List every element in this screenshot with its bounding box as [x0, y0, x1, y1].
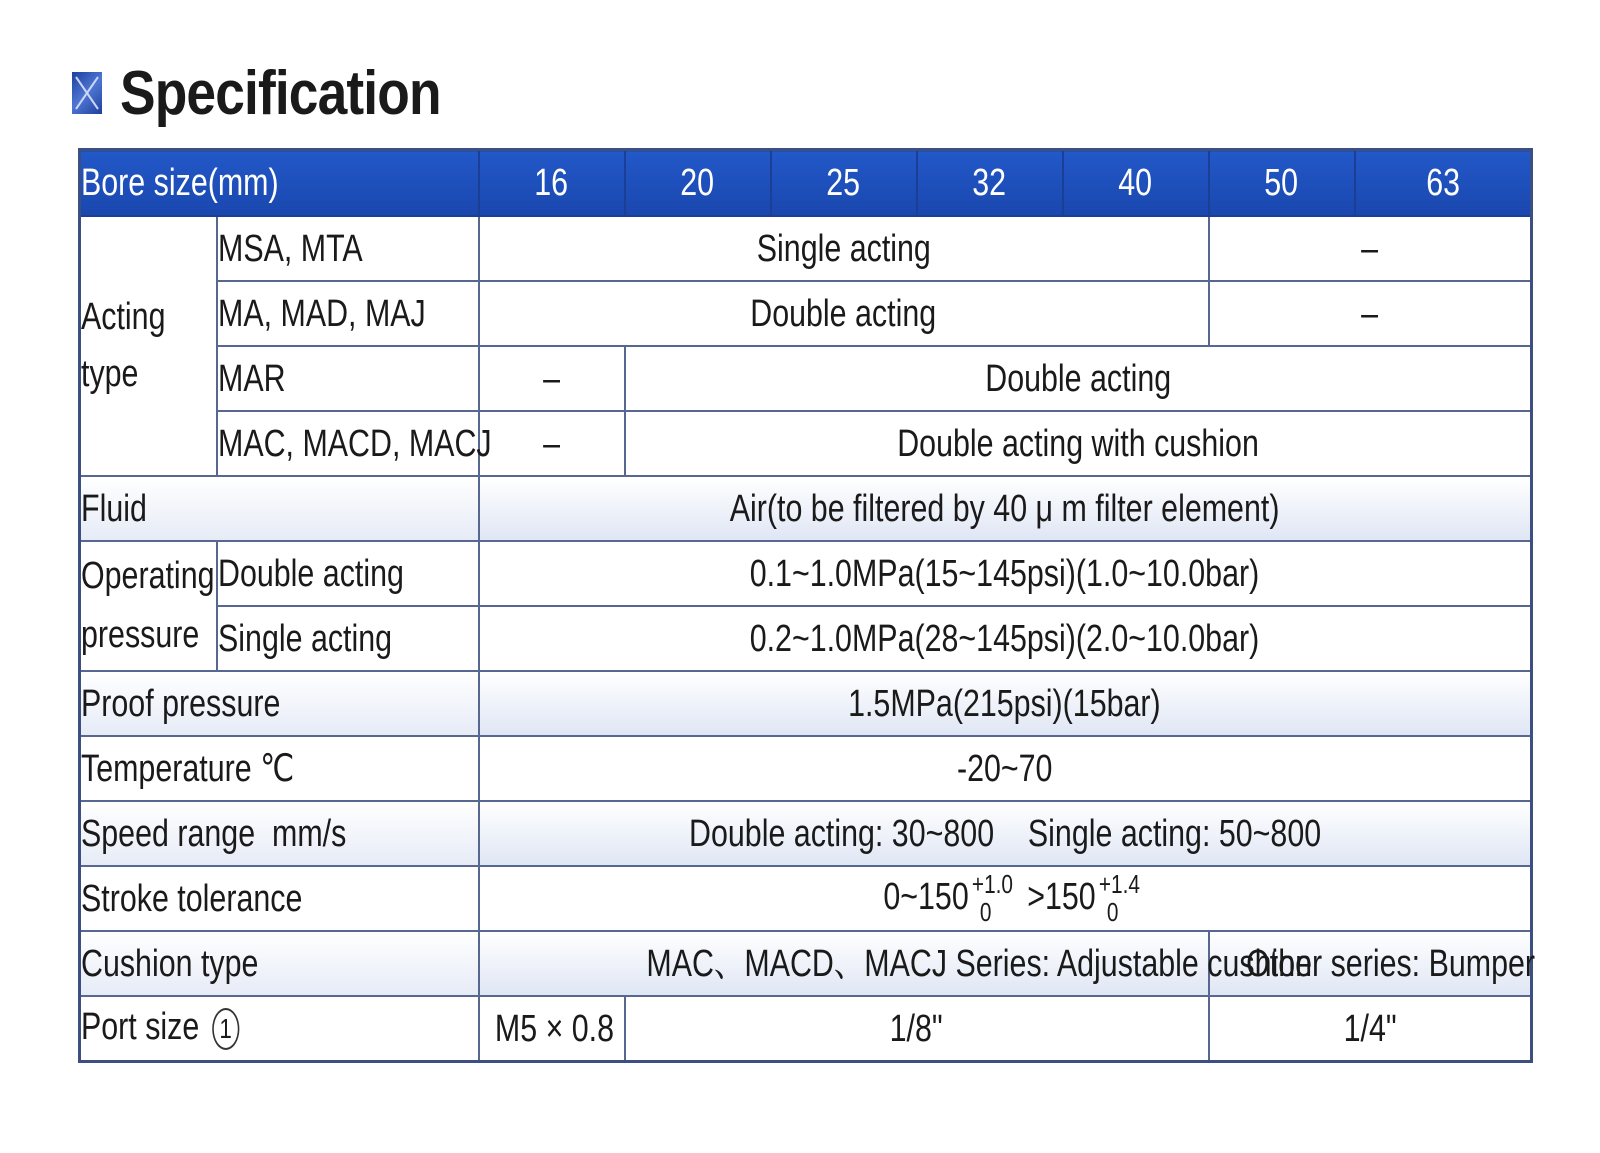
proof-pressure-label: Proof pressure: [80, 671, 479, 736]
page-title: Specification: [120, 58, 441, 128]
op-sub-double: Double acting: [217, 541, 479, 606]
table-row: [80, 281, 1532, 346]
cushion-type-adjustable: MAC、MACD、MACJ Series: Adjustable cushion: [479, 931, 1209, 996]
acting-value-na: –: [479, 411, 625, 476]
acting-value: Single acting: [479, 216, 1209, 281]
fluid-value: Air(to be filtered by 40 μ m filter element): [479, 476, 1532, 541]
table-row: [80, 541, 1532, 606]
bore-size-32: 32: [917, 150, 1063, 217]
op-sub-single: Single acting: [217, 606, 479, 671]
op-value-single: 0.2~1.0MPa(28~145psi)(2.0~10.0bar): [479, 606, 1532, 671]
table-row: [80, 216, 1532, 281]
cushion-type-label: Cushion type: [80, 931, 479, 996]
table-row: [80, 736, 1532, 801]
proof-pressure-value: 1.5MPa(215psi)(15bar): [479, 671, 1532, 736]
port-size-value: M5 × 0.8: [479, 996, 625, 1062]
note-number-1: 1: [212, 1008, 239, 1050]
stroke-tolerance-label: Stroke tolerance: [80, 866, 479, 931]
table-row: [80, 346, 1532, 411]
table-row: [80, 866, 1532, 931]
model-msa-mta: MSA, MTA: [217, 216, 479, 281]
table-row: [80, 671, 1532, 736]
operating-pressure-label: Operating pressure: [80, 541, 217, 671]
section-heading: [72, 58, 493, 128]
temperature-value: -20~70: [479, 736, 1532, 801]
bore-size-25: 25: [771, 150, 917, 217]
stroke-tolerance-value: 0~150 +1.0 0 >150 +1.4 0: [479, 866, 1532, 931]
bore-size-16: 16: [479, 150, 625, 217]
tolerance-a: +1.0 0: [971, 868, 1014, 927]
speed-range-value: Double acting: 30~800 Single acting: 50~800: [479, 801, 1532, 866]
table-row: [80, 411, 1532, 476]
acting-value-na: –: [479, 346, 625, 411]
header-bore-size-label: Bore size(mm): [80, 150, 479, 217]
acting-value-na: –: [1209, 216, 1532, 281]
bore-size-20: 20: [625, 150, 771, 217]
square-bullet-icon: [72, 72, 102, 114]
model-mac-macd-macj: MAC, MACD, MACJ: [217, 411, 479, 476]
table-header-row: [80, 150, 1532, 217]
speed-range-label: Speed range mm/s: [80, 801, 479, 866]
tolerance-b: +1.4 0: [1098, 868, 1140, 927]
model-ma-mad-maj: MA, MAD, MAJ: [217, 281, 479, 346]
table-row: [80, 931, 1532, 996]
acting-value: Double acting with cushion: [625, 411, 1532, 476]
fluid-label: Fluid: [80, 476, 479, 541]
port-size-value: 1/8": [625, 996, 1209, 1062]
cushion-type-bumper: Other series: Bumper: [1209, 931, 1532, 996]
port-size-label: Port size 1: [80, 996, 479, 1062]
op-value-double: 0.1~1.0MPa(15~145psi)(1.0~10.0bar): [479, 541, 1532, 606]
port-size-value: 1/4": [1209, 996, 1532, 1062]
acting-value: Double acting: [625, 346, 1532, 411]
bore-size-40: 40: [1063, 150, 1209, 217]
table-row: [80, 606, 1532, 671]
table-row: [80, 476, 1532, 541]
specification-table: [78, 148, 1533, 1063]
bore-size-50: 50: [1209, 150, 1355, 217]
acting-value-na: –: [1209, 281, 1532, 346]
table-row: [80, 996, 1532, 1062]
temperature-label: Temperature ℃: [80, 736, 479, 801]
model-mar: MAR: [217, 346, 479, 411]
acting-value: Double acting: [479, 281, 1209, 346]
table-row: [80, 801, 1532, 866]
acting-type-label: Acting type: [80, 216, 217, 476]
bore-size-63: 63: [1355, 150, 1532, 217]
